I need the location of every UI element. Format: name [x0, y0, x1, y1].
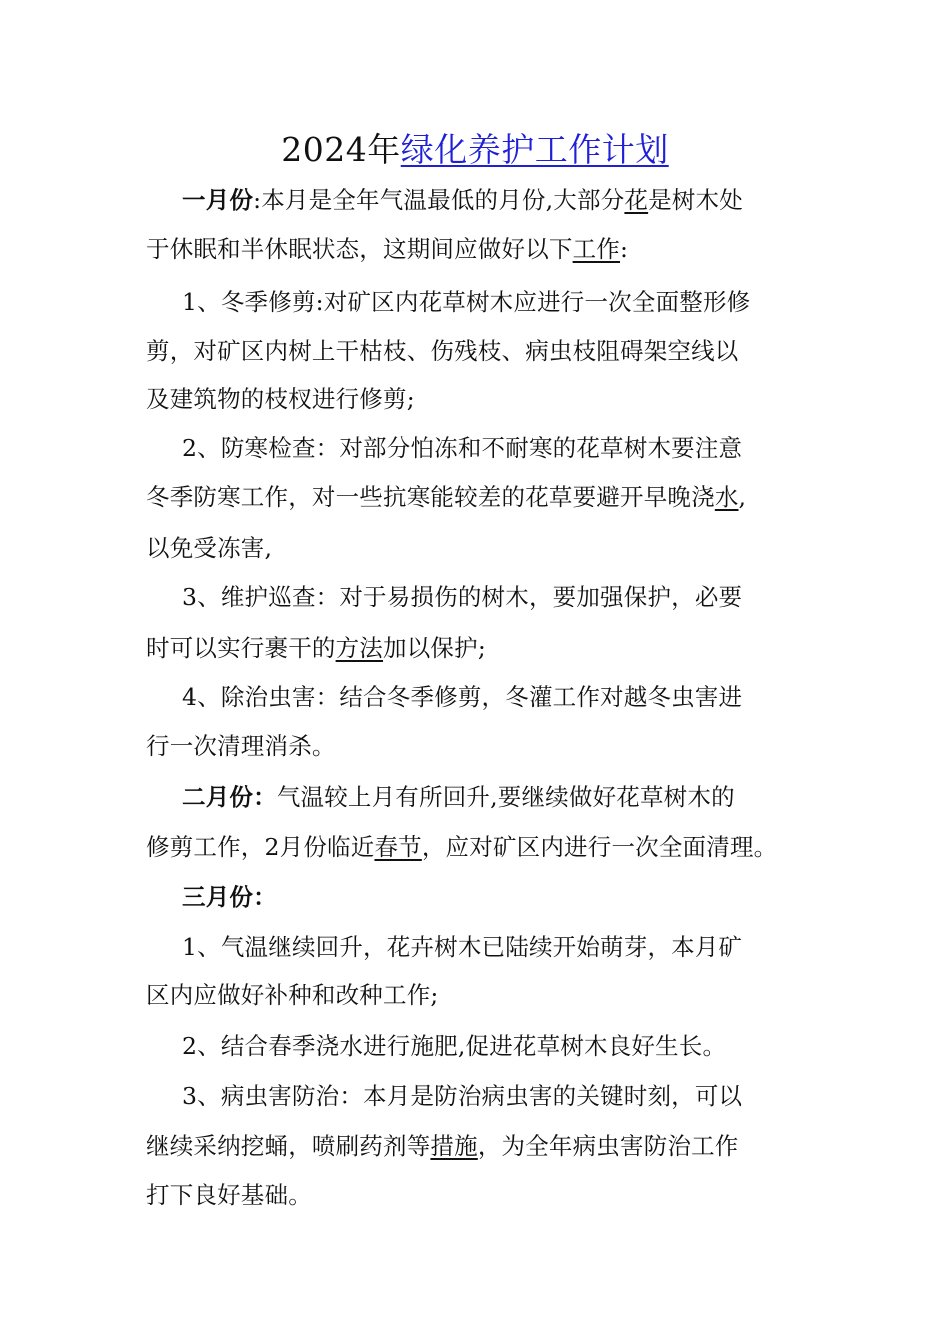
keyword-link[interactable]: 春节: [374, 833, 422, 861]
section-heading-february: 二月份：: [182, 783, 277, 811]
paragraph-line: 2、防寒检查：对部分怕冻和不耐寒的花草树木要注意: [182, 434, 743, 462]
paragraph-line: 3、维护巡查：对于易损伤的树木，要加强保护，必要: [182, 583, 743, 611]
paragraph-line: 以免受冻害,: [146, 534, 273, 562]
section-heading-january: 一月份: [182, 186, 254, 214]
keyword-link[interactable]: 水: [714, 483, 739, 511]
title-link[interactable]: 绿化养护工作计划: [400, 130, 669, 169]
paragraph-line: 2、结合春季浇水进行施肥,促进花草树木良好生长。: [182, 1032, 727, 1060]
paragraph-line: 继续采纳挖蛹，喷刷药剂等措施，为全年病虫害防治工作: [146, 1132, 739, 1160]
paragraph-line: 4、除治虫害：结合冬季修剪，冬灌工作对越冬虫害进: [182, 683, 743, 711]
title-year: 2024年: [281, 130, 401, 169]
section-heading-march: 三月份：: [182, 883, 277, 911]
paragraph-line: 及建筑物的枝杈进行修剪;: [146, 385, 415, 413]
paragraph-line: 二月份：气温较上月有所回升,要继续做好花草树木的: [182, 783, 735, 811]
paragraph-line: 于休眠和半休眠状态，这期间应做好以下工作:: [146, 235, 629, 263]
paragraph-line: 1、气温继续回升，花卉树木已陆续开始萌芽，本月矿: [182, 933, 743, 961]
paragraph-line: 行一次清理消杀。: [146, 732, 336, 760]
keyword-link[interactable]: 工作: [572, 235, 621, 263]
paragraph-line: 区内应做好补种和改种工作;: [146, 981, 439, 1009]
paragraph-line: 剪，对矿区内树上干枯枝、伤残枝、病虫枝阻碍架空线以: [146, 337, 739, 365]
keyword-link[interactable]: 措施: [430, 1132, 478, 1160]
paragraph-line: 1、冬季修剪:对矿区内花草树木应进行一次全面整形修: [182, 288, 751, 316]
paragraph-line: 一月份:本月是全年气温最低的月份,大部分花是树木处: [182, 186, 743, 214]
document-title: [0, 126, 950, 174]
keyword-link[interactable]: 方法: [335, 634, 384, 662]
keyword-link[interactable]: 花: [624, 186, 649, 214]
paragraph-line: 打下良好基础。: [146, 1181, 312, 1209]
paragraph-line: 时可以实行裹干的方法加以保护;: [146, 634, 486, 662]
paragraph-line: 冬季防寒工作，对一些抗寒能较差的花草要避开早晚浇水,: [146, 483, 747, 511]
paragraph-line: 3、病虫害防治：本月是防治病虫害的关键时刻，可以: [182, 1082, 743, 1110]
paragraph-line: 修剪工作，2月份临近春节，应对矿区内进行一次全面清理。: [146, 833, 778, 861]
